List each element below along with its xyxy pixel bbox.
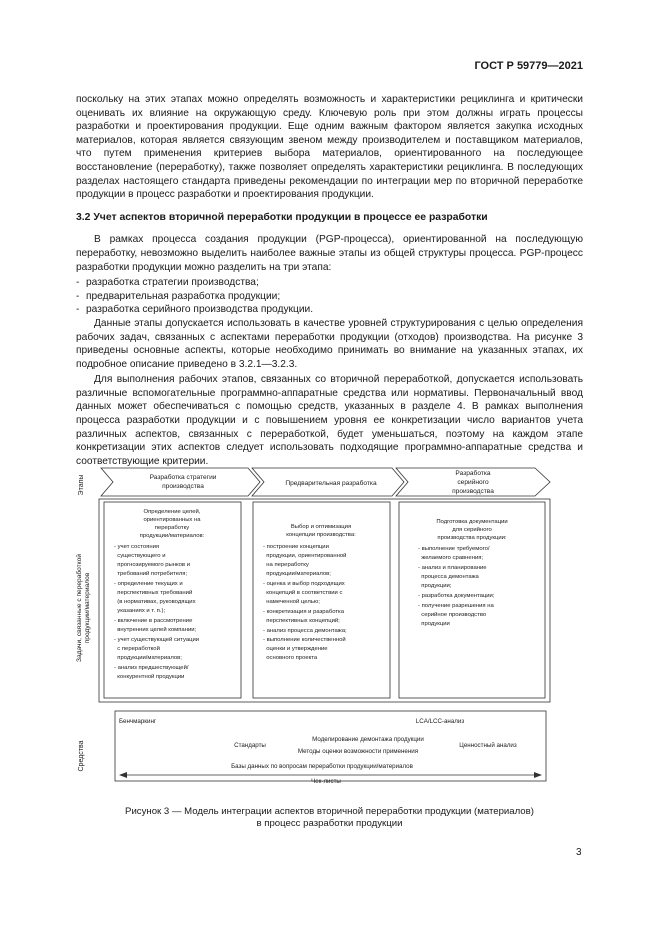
task-item-line: указаниях и т. п.); — [114, 608, 166, 614]
list-item-text: разработка стратегии производства; — [86, 277, 259, 289]
tools-arrow-right-head — [534, 772, 542, 778]
tool-standards: Стандарты — [234, 742, 266, 749]
task-item-line: основного проекта — [263, 655, 318, 661]
task-title-line: производства продукции: — [437, 535, 507, 541]
stage-arrow-strategy — [101, 468, 260, 496]
task-title-line: переработку — [154, 525, 190, 531]
paragraph-continuation: поскольку на этих этапах можно определять возможность и характеристики рециклинга и критически оценивать их влияние на окружающую среду. Ключевую роль при этом должны играть процессы разработки и проектирования продукции. Еще одним важным фактором является закупка исходных материалов, которая является связующим звеном между производителем и поставщиком материалов, что путем применения критериев выбора материалов, ориентированного на последующее восстановление (переработку), также позволяет определять характеристики рециклинга. В последующих разделах настоящего стандарта приведены рекомендации по интеграции мер по вторичной переработке продукции в процесс разработки и проектирования продукции. — [76, 94, 583, 201]
task-item-line: оценки и утверждение — [263, 646, 328, 652]
task-item-line: - выполнение требуемого/ — [418, 546, 490, 552]
tools-arrow-left-head — [119, 772, 127, 778]
list-item-text: разработка серийного производства продукции. — [86, 304, 314, 316]
tool-databases: Базы данных по вопросам переработки продукции/материалов — [231, 763, 413, 770]
task-title-line: Выбор и оптимизация — [290, 524, 352, 530]
tool-lca-lcc: LCA/LCC-анализ — [415, 718, 465, 725]
task-item-line: - анализ предшествующей/ — [114, 665, 189, 671]
task-item-line: конкурентной продукции — [114, 674, 185, 680]
figure-caption-line: в процесс разработки продукции — [256, 818, 403, 829]
task-item-line: перспективных требований — [114, 590, 193, 596]
paragraph-stages-usage: Данные этапы допускается использовать в качестве уровней структурирования с целью определения рабочих задач, связанных с аспектами переработки продукции (отходов) производства. На рисунке 3 приведены основные аспекты, которые необходимо принимать во внимание на указанных этапах, их подробное описание приведено в 3.2.1—3.2.3. — [76, 317, 583, 370]
tool-checklists: Чек-листы — [311, 778, 341, 785]
stages-list — [76, 276, 583, 317]
task-item-line: на переработку — [263, 562, 309, 568]
task-item-line: прогнозируемого рынков и — [114, 562, 190, 568]
task-title-line: Определение целей, — [143, 509, 201, 515]
figure-3-diagram — [70, 463, 560, 793]
task-item-line: продукции, ориентированной — [263, 553, 347, 559]
task-item-line: - определение текущих и — [114, 581, 183, 587]
task-item-line: внутренних целей компании; — [114, 627, 197, 633]
figure-caption-line: Рисунок 3 — Модель интеграции аспектов вторичной переработки продукции (материалов) — [125, 806, 534, 817]
task-item-line: существующего и — [114, 553, 166, 559]
task-item-line: - оценка и выбор подходящих — [263, 581, 345, 587]
list-item: - разработка стратегии производства; — [76, 277, 259, 289]
body-text-block — [76, 93, 583, 470]
task-item-line: - анализ процесса демонтажа; — [263, 628, 347, 634]
row-label-stages: Этапы — [78, 474, 85, 496]
task-box-serial-text — [418, 519, 508, 627]
figure-caption — [76, 806, 583, 830]
task-item-line: - учет состояния — [114, 544, 160, 550]
task-item-line: процесса демонтажа — [418, 574, 479, 580]
task-item-line: перспективных концепций; — [263, 618, 340, 624]
task-item-line: - учет существующей ситуации — [114, 637, 200, 643]
task-item-line: продукции/материалов; — [263, 571, 331, 577]
task-title-line: концепции производства: — [286, 532, 356, 538]
task-title-line: для серийного — [452, 527, 492, 533]
task-title-line: ориентированных на — [143, 517, 201, 523]
stage-label-preliminary: Предварительная разработка — [285, 480, 377, 487]
task-item-line: - анализ и планирование — [418, 565, 487, 571]
tool-methods: Методы оценки возможности применения — [297, 748, 419, 755]
tool-modeling: Моделирование демонтажа продукции — [312, 736, 424, 743]
task-item-line: продукции — [418, 621, 450, 627]
task-item-line: - включение в рассмотрение — [114, 618, 193, 624]
stage-label-serial-3: производства — [452, 488, 494, 495]
row-label-tasks-line1: Задачи, связанные с переработкой — [76, 554, 83, 662]
paragraph-intro: В рамках процесса создания продукции (PGP-процесса), ориентированной на последующую переработку, невозможно выделить наиболее важные этапы из общей структуры процесса. PGP-процесс разработки продукции можно разделить на три этапа: — [76, 234, 583, 273]
task-item-line: продукции; — [418, 583, 452, 589]
stage-label-strategy-2: производства — [162, 483, 204, 490]
stage-label-serial-2: серийного — [457, 479, 489, 486]
task-item-line: - построение концепции — [263, 544, 329, 550]
paragraph-tools-usage: Для выполнения рабочих этапов, связанных со вторичной переработкой, допускается использовать различные вспомогательные программно-аппаратные средства или нормативы. Первоначальный ввод данных может обеспечиваться с помощью средств, указанных в разделе 4. В рамках выполнения процесса разработки продукции и с повышением уровня ее конкретизации число вариантов учета различных аспектов, связанных с переработкой, будет уменьшаться, поэтому на каждом этапе конкретизации этих аспектов следует использовать подходящие программно-аппаратные средства и соответствующие критерии. — [76, 374, 583, 467]
task-box-preliminary-text — [263, 524, 356, 661]
section-heading: 3.2 Учет аспектов вторичной переработки продукции в процессе ее разработки — [76, 211, 488, 223]
page-number: 3 — [576, 847, 582, 858]
task-item-line: намеченной целью; — [263, 599, 320, 605]
task-box-strategy-text — [114, 508, 205, 680]
task-title-line: продукции/материалов: — [139, 533, 205, 539]
task-item-line: требований потребителя; — [114, 571, 188, 577]
document-header-standard-id: ГОСТ Р 59779—2021 — [474, 60, 583, 72]
stage-label-strategy-1: Разработка стратегии — [149, 474, 217, 481]
tool-value-analysis: Ценностный анализ — [459, 742, 517, 749]
task-item-line: с переработкой — [114, 646, 160, 652]
task-item-line: - получение разрешения на — [418, 603, 494, 609]
row-label-tasks-line2: продукции/материалов — [84, 572, 91, 644]
stage-label-serial-1: Разработка — [455, 470, 491, 477]
list-item: - разработка серийного производства продукции. — [76, 304, 314, 316]
task-item-line: - выполнение количественной — [263, 637, 346, 643]
tool-benchmarking: Бенчмаркинг — [119, 718, 157, 725]
row-label-tools: Средства — [78, 740, 85, 772]
task-item-line: серийное производство — [418, 612, 487, 618]
task-item-line: концепций в соответствии с — [263, 590, 343, 596]
list-item-text: предварительная разработка продукции; — [86, 290, 281, 302]
task-item-line: - конкретизация и разработка — [263, 609, 345, 615]
task-item-line: (в нормативах, руководящих — [114, 599, 196, 605]
task-item-line: желаемого сравнения; — [418, 555, 484, 561]
figure-svg — [70, 463, 560, 793]
task-item-line: - разработка документации; — [418, 593, 495, 599]
task-item-line: продукции/материалов; — [114, 655, 182, 661]
task-title-line: Подготовка документации — [436, 519, 508, 525]
list-item: - предварительная разработка продукции; — [76, 290, 281, 302]
